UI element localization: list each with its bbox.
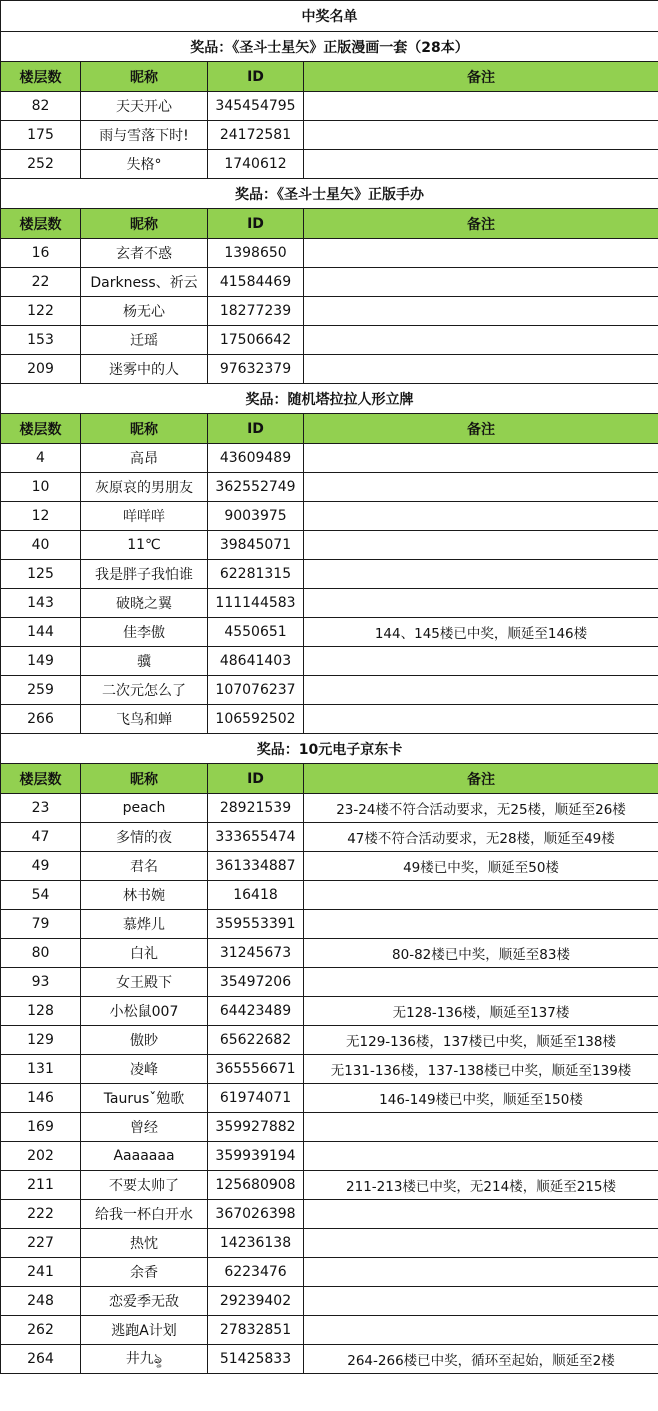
nickname-cell: 林书婉: [81, 881, 208, 910]
floor-cell: 10: [1, 473, 81, 502]
id-cell: 64423489: [208, 997, 304, 1026]
header-note: 备注: [304, 764, 658, 794]
note-cell: [304, 968, 658, 997]
note-cell: [304, 1142, 658, 1171]
table-row: [1, 1258, 658, 1287]
nickname-cell: Aaaaaaa: [81, 1142, 208, 1171]
nickname-cell: 井九ৡ: [81, 1345, 208, 1374]
id-cell: 31245673: [208, 939, 304, 968]
table-row: [1, 1200, 658, 1229]
id-cell: 365556671: [208, 1055, 304, 1084]
id-cell: 97632379: [208, 355, 304, 384]
prize-row: [1, 384, 658, 414]
id-cell: 362552749: [208, 473, 304, 502]
table-row: [1, 560, 658, 589]
nickname-cell: 飞鸟和蝉: [81, 705, 208, 734]
id-cell: 333655474: [208, 823, 304, 852]
header-floor: 楼层数: [1, 62, 81, 92]
table-row: [1, 852, 658, 881]
id-cell: 18277239: [208, 297, 304, 326]
floor-cell: 47: [1, 823, 81, 852]
id-cell: 65622682: [208, 1026, 304, 1055]
note-cell: [304, 1200, 658, 1229]
floor-cell: 128: [1, 997, 81, 1026]
id-cell: 27832851: [208, 1316, 304, 1345]
note-cell: [304, 705, 658, 734]
table-row: [1, 502, 658, 531]
floor-cell: 227: [1, 1229, 81, 1258]
header-note: 备注: [304, 414, 658, 444]
table-row: [1, 268, 658, 297]
prize-title: 奖品：《圣斗士星矢》正版手办: [1, 179, 658, 209]
id-cell: 43609489: [208, 444, 304, 473]
table-row: [1, 473, 658, 502]
note-cell: 无131-136楼，137-138楼已中奖，顺延至139楼: [304, 1055, 658, 1084]
nickname-cell: 白礼: [81, 939, 208, 968]
note-cell: [304, 531, 658, 560]
nickname-cell: 失格°: [81, 150, 208, 179]
table-row: [1, 939, 658, 968]
note-cell: 23-24楼不符合活动要求，无25楼，顺延至26楼: [304, 794, 658, 823]
table-row: [1, 618, 658, 647]
floor-cell: 16: [1, 239, 81, 268]
header-note: 备注: [304, 62, 658, 92]
prize-row: [1, 734, 658, 764]
floor-cell: 4: [1, 444, 81, 473]
id-cell: 359939194: [208, 1142, 304, 1171]
id-cell: 6223476: [208, 1258, 304, 1287]
nickname-cell: 杨无心: [81, 297, 208, 326]
table-row: [1, 676, 658, 705]
floor-cell: 252: [1, 150, 81, 179]
table-row: [1, 1113, 658, 1142]
note-cell: [304, 560, 658, 589]
floor-cell: 122: [1, 297, 81, 326]
table-row: [1, 997, 658, 1026]
table-row: [1, 326, 658, 355]
floor-cell: 248: [1, 1287, 81, 1316]
id-cell: 14236138: [208, 1229, 304, 1258]
table-row: [1, 1171, 658, 1200]
nickname-cell: 曾经: [81, 1113, 208, 1142]
prize-row: [1, 179, 658, 209]
id-cell: 24172581: [208, 121, 304, 150]
note-cell: [304, 502, 658, 531]
nickname-cell: 我是胖子我怕谁: [81, 560, 208, 589]
nickname-cell: 君名: [81, 852, 208, 881]
id-cell: 61974071: [208, 1084, 304, 1113]
table-row: [1, 531, 658, 560]
floor-cell: 143: [1, 589, 81, 618]
prize-row: [1, 32, 658, 62]
note-cell: [304, 1113, 658, 1142]
header-floor: 楼层数: [1, 209, 81, 239]
floor-cell: 222: [1, 1200, 81, 1229]
table-row: [1, 968, 658, 997]
nickname-cell: 小松鼠007: [81, 997, 208, 1026]
nickname-cell: 灰原哀的男朋友: [81, 473, 208, 502]
table-row: [1, 1316, 658, 1345]
nickname-cell: 余香: [81, 1258, 208, 1287]
nickname-cell: 雨与雪落下时!: [81, 121, 208, 150]
floor-cell: 129: [1, 1026, 81, 1055]
id-cell: 4550651: [208, 618, 304, 647]
table-row: [1, 1142, 658, 1171]
note-cell: 80-82楼已中奖，顺延至83楼: [304, 939, 658, 968]
id-cell: 345454795: [208, 92, 304, 121]
nickname-cell: 慕烨儿: [81, 910, 208, 939]
header-id: ID: [208, 764, 304, 794]
prize-title: 奖品：《圣斗士星矢》正版漫画一套（28本）: [1, 32, 658, 62]
id-cell: 1740612: [208, 150, 304, 179]
nickname-cell: 热忱: [81, 1229, 208, 1258]
id-cell: 367026398: [208, 1200, 304, 1229]
floor-cell: 93: [1, 968, 81, 997]
floor-cell: 262: [1, 1316, 81, 1345]
nickname-cell: 佳李傲: [81, 618, 208, 647]
table-row: [1, 444, 658, 473]
note-cell: [304, 647, 658, 676]
nickname-cell: 高昂: [81, 444, 208, 473]
floor-cell: 211: [1, 1171, 81, 1200]
floor-cell: 23: [1, 794, 81, 823]
note-cell: [304, 1229, 658, 1258]
floor-cell: 144: [1, 618, 81, 647]
note-cell: [304, 355, 658, 384]
note-cell: [304, 268, 658, 297]
table-row: [1, 1229, 658, 1258]
header-nickname: 昵称: [81, 764, 208, 794]
floor-cell: 175: [1, 121, 81, 150]
header-note: 备注: [304, 209, 658, 239]
table-row: [1, 121, 658, 150]
id-cell: 106592502: [208, 705, 304, 734]
floor-cell: 12: [1, 502, 81, 531]
note-cell: [304, 92, 658, 121]
floor-cell: 264: [1, 1345, 81, 1374]
table-row: [1, 355, 658, 384]
nickname-cell: 恋爱季无敌: [81, 1287, 208, 1316]
id-cell: 107076237: [208, 676, 304, 705]
nickname-cell: 破晓之翼: [81, 589, 208, 618]
id-cell: 29239402: [208, 1287, 304, 1316]
floor-cell: 125: [1, 560, 81, 589]
header-row: [1, 62, 658, 92]
note-cell: [304, 150, 658, 179]
title-row: [1, 1, 658, 32]
note-cell: 144、145楼已中奖，顺延至146楼: [304, 618, 658, 647]
note-cell: 49楼已中奖，顺延至50楼: [304, 852, 658, 881]
nickname-cell: Darkness、祈云: [81, 268, 208, 297]
id-cell: 359927882: [208, 1113, 304, 1142]
nickname-cell: 迷雾中的人: [81, 355, 208, 384]
table-row: [1, 1055, 658, 1084]
note-cell: [304, 910, 658, 939]
floor-cell: 40: [1, 531, 81, 560]
id-cell: 17506642: [208, 326, 304, 355]
note-cell: [304, 121, 658, 150]
table-row: [1, 823, 658, 852]
id-cell: 16418: [208, 881, 304, 910]
table-row: [1, 589, 658, 618]
table-row: [1, 1026, 658, 1055]
nickname-cell: 女王殿下: [81, 968, 208, 997]
floor-cell: 169: [1, 1113, 81, 1142]
id-cell: 35497206: [208, 968, 304, 997]
floor-cell: 146: [1, 1084, 81, 1113]
note-cell: 47楼不符合活动要求，无28楼，顺延至49楼: [304, 823, 658, 852]
header-id: ID: [208, 209, 304, 239]
id-cell: 9003975: [208, 502, 304, 531]
note-cell: [304, 473, 658, 502]
floor-cell: 266: [1, 705, 81, 734]
id-cell: 111144583: [208, 589, 304, 618]
table-row: [1, 910, 658, 939]
nickname-cell: 骥: [81, 647, 208, 676]
note-cell: [304, 1287, 658, 1316]
floor-cell: 241: [1, 1258, 81, 1287]
id-cell: 359553391: [208, 910, 304, 939]
note-cell: 无129-136楼，137楼已中奖，顺延至138楼: [304, 1026, 658, 1055]
table-row: [1, 239, 658, 268]
header-floor: 楼层数: [1, 414, 81, 444]
nickname-cell: 11℃: [81, 531, 208, 560]
table-row: [1, 1287, 658, 1316]
floor-cell: 49: [1, 852, 81, 881]
header-nickname: 昵称: [81, 62, 208, 92]
note-cell: [304, 239, 658, 268]
prize-title: 奖品：随机塔拉拉人形立牌: [1, 384, 658, 414]
id-cell: 125680908: [208, 1171, 304, 1200]
nickname-cell: 二次元怎么了: [81, 676, 208, 705]
note-cell: 211-213楼已中奖，无214楼，顺延至215楼: [304, 1171, 658, 1200]
table-row: [1, 647, 658, 676]
nickname-cell: peach: [81, 794, 208, 823]
prize-title: 奖品：10元电子京东卡: [1, 734, 658, 764]
nickname-cell: 逃跑A计划: [81, 1316, 208, 1345]
table-row: [1, 1084, 658, 1113]
header-id: ID: [208, 414, 304, 444]
table-row: [1, 92, 658, 121]
header-row: [1, 414, 658, 444]
id-cell: 1398650: [208, 239, 304, 268]
id-cell: 62281315: [208, 560, 304, 589]
note-cell: 146-149楼已中奖，顺延至150楼: [304, 1084, 658, 1113]
floor-cell: 259: [1, 676, 81, 705]
note-cell: [304, 326, 658, 355]
floor-cell: 54: [1, 881, 81, 910]
floor-cell: 153: [1, 326, 81, 355]
note-cell: [304, 297, 658, 326]
note-cell: [304, 1316, 658, 1345]
note-cell: [304, 676, 658, 705]
id-cell: 28921539: [208, 794, 304, 823]
floor-cell: 79: [1, 910, 81, 939]
note-cell: [304, 881, 658, 910]
nickname-cell: 迁瑶: [81, 326, 208, 355]
header-nickname: 昵称: [81, 414, 208, 444]
header-id: ID: [208, 62, 304, 92]
note-cell: [304, 444, 658, 473]
table-row: [1, 881, 658, 910]
nickname-cell: 不要太帅了: [81, 1171, 208, 1200]
nickname-cell: 凌峰: [81, 1055, 208, 1084]
table-row: [1, 794, 658, 823]
floor-cell: 80: [1, 939, 81, 968]
id-cell: 48641403: [208, 647, 304, 676]
id-cell: 361334887: [208, 852, 304, 881]
header-nickname: 昵称: [81, 209, 208, 239]
floor-cell: 22: [1, 268, 81, 297]
table-row: [1, 150, 658, 179]
page-title: 中奖名单: [1, 1, 658, 32]
id-cell: 39845071: [208, 531, 304, 560]
floor-cell: 202: [1, 1142, 81, 1171]
id-cell: 51425833: [208, 1345, 304, 1374]
note-cell: [304, 589, 658, 618]
table-row: [1, 297, 658, 326]
id-cell: 41584469: [208, 268, 304, 297]
floor-cell: 209: [1, 355, 81, 384]
nickname-cell: 天天开心: [81, 92, 208, 121]
header-row: [1, 209, 658, 239]
note-cell: 无128-136楼，顺延至137楼: [304, 997, 658, 1026]
table-row: [1, 1345, 658, 1374]
nickname-cell: 给我一杯白开水: [81, 1200, 208, 1229]
note-cell: [304, 1258, 658, 1287]
nickname-cell: 多情的夜: [81, 823, 208, 852]
note-cell: 264-266楼已中奖，循环至起始，顺延至2楼: [304, 1345, 658, 1374]
header-floor: 楼层数: [1, 764, 81, 794]
floor-cell: 149: [1, 647, 81, 676]
table-row: [1, 705, 658, 734]
nickname-cell: 傲眇: [81, 1026, 208, 1055]
floor-cell: 131: [1, 1055, 81, 1084]
nickname-cell: Taurusˇ勉歌: [81, 1084, 208, 1113]
header-row: [1, 764, 658, 794]
floor-cell: 82: [1, 92, 81, 121]
nickname-cell: 咩咩咩: [81, 502, 208, 531]
nickname-cell: 玄者不惑: [81, 239, 208, 268]
